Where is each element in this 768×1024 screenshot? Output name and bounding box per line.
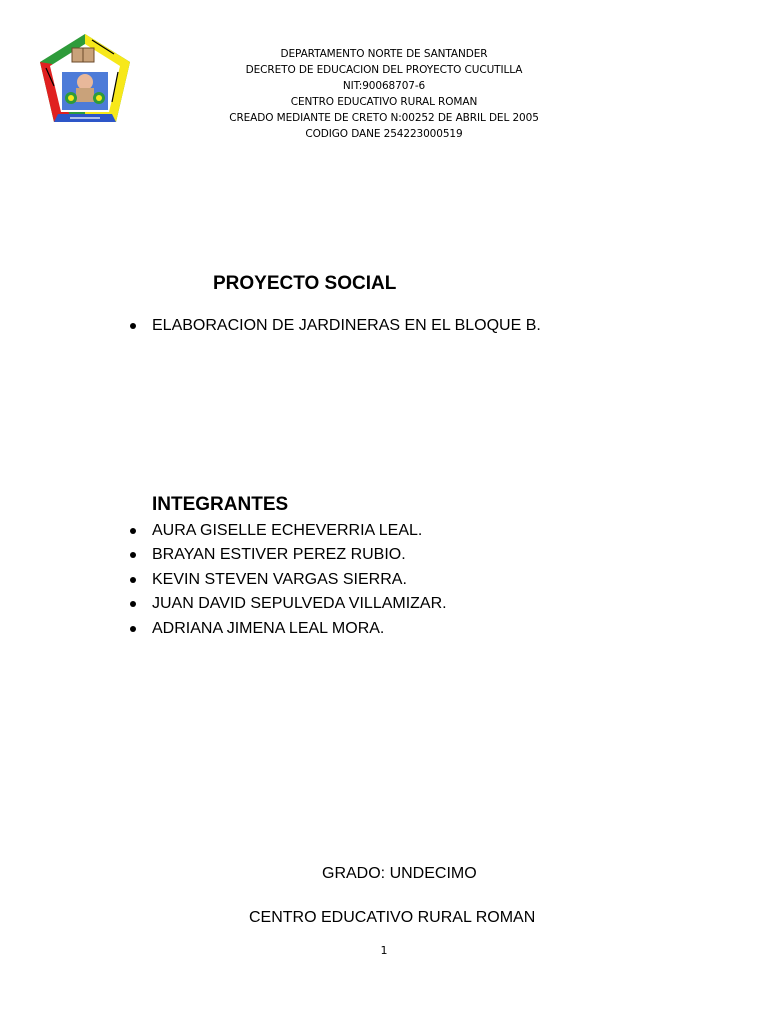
members-list [128, 519, 447, 641]
bullet-icon [130, 601, 136, 607]
header-line-department: DEPARTAMENTO NORTE DE SANTANDER [280, 48, 488, 60]
letterhead [200, 46, 568, 142]
bullet-icon [130, 552, 136, 558]
list-item [128, 543, 447, 567]
list-item [128, 315, 541, 337]
member-name: JUAN DAVID SEPULVEDA VILLAMIZAR. [152, 595, 447, 613]
bullet-icon [130, 528, 136, 534]
project-title: PROYECTO SOCIAL [213, 273, 397, 294]
header-line-nit: NIT:90068707-6 [342, 80, 426, 92]
bullet-icon [130, 626, 136, 632]
header-line-creation: CREADO MEDIANTE DE CRETO N:00252 DE ABRIL DEL 2005 [229, 112, 539, 124]
project-item-label: ELABORACION DE JARDINERAS EN EL BLOQUE B. [152, 317, 541, 334]
school-crest-logo [32, 28, 138, 126]
project-list [128, 315, 541, 337]
bullet-icon [130, 323, 136, 329]
member-name: BRAYAN ESTIVER PEREZ RUBIO. [152, 546, 406, 564]
list-item [128, 592, 447, 616]
member-name: ADRIANA JIMENA LEAL MORA. [152, 619, 385, 637]
list-item [128, 568, 447, 592]
header-line-decree: DECRETO DE EDUCACION DEL PROYECTO CUCUTILLA [245, 64, 523, 76]
member-name: KEVIN STEVEN VARGAS SIERRA. [152, 570, 407, 588]
bullet-icon [130, 577, 136, 583]
member-name: AURA GISELLE ECHEVERRIA LEAL. [152, 522, 423, 539]
grade-label: GRADO: UNDECIMO [322, 865, 477, 882]
list-item [128, 519, 447, 543]
page-number: 1 [380, 944, 388, 957]
header-line-dane-code: CODIGO DANE 254223000519 [305, 128, 463, 140]
header-line-school: CENTRO EDUCATIVO RURAL ROMAN [290, 96, 478, 108]
list-item [128, 617, 447, 641]
school-name-footer: CENTRO EDUCATIVO RURAL ROMAN [249, 909, 536, 926]
members-title: INTEGRANTES [152, 494, 289, 515]
